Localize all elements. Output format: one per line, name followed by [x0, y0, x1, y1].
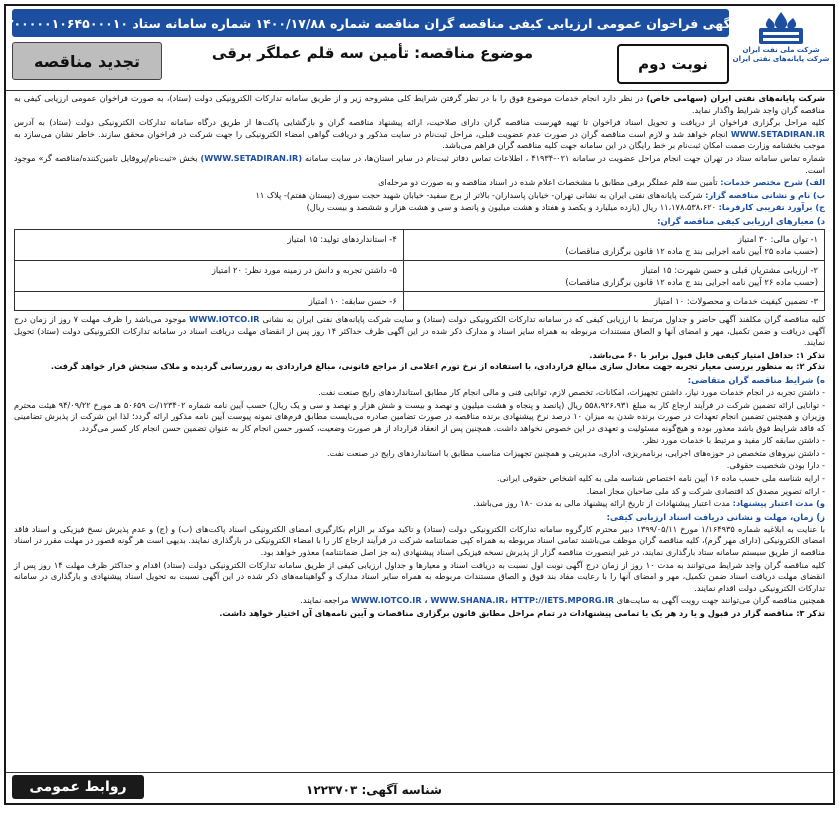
company-bold-name: شرکت پایانه‌های نفتی ایران (سهامی خاص) [646, 93, 825, 103]
company-name-primary: شرکت ملی نفت ایران [742, 46, 820, 54]
criteria-cell: ۴- استانداردهای تولید: ۱۵ امتیاز [15, 229, 404, 260]
condition-item: - داشتن سابقه کار مفید و مرتبط با خدمات مورد نظر. [642, 435, 825, 446]
note-3: تذکر ۳: مناقصه گزار در قبول و یا رد هر یک یا تمامی پیشنهادات در تمام مراحل مطابق قانون برگزاری مناقصات و آیین نامه‌های آن اختیار خواهد داشت. [219, 608, 825, 618]
round-badge: نوبت دوم [617, 44, 729, 84]
criteria-cell: ۲- ارزیابی مشتریان قبلی و حسن شهرت: ۱۵ امتیاز (حسب ماده ۲۶ آیین نامه اجرایی بند ج ماده ۱۲ قانون برگزاری مناقصات) [403, 260, 824, 291]
time-p3b-text: مراجعه نمایند. [300, 595, 349, 606]
ad-title: آگهی فراخوان عمومی ارزیابی کیفی مناقصه گران مناقصه شماره ۱۴۰۰/۱۷/۸۸ شماره سامانه ستاد ۲۰۰۰۰۰۱۰۶۴۵۰۰۰۱۰ [12, 9, 729, 37]
validity-label: و) مدت اعتبار پیشنهاد: [732, 498, 825, 509]
intro-p1-text: در نظر دارد انجام خدمات موضوع فوق را با در نظر گرفتن شرایط کلی مشروحه زیر و از طریق سامانه تدارکات الکترونیکی دولت (ستاد)، به صورت فراخوان عمومی ارزیابی کیفی به مناقصه گران واجد شرایط واگذار نماید. [14, 93, 825, 115]
note-1: تذکر ۱: حداقل امتیاز کیفی قابل قبول برابر با ۶۰ می‌باشد. [589, 349, 825, 360]
criteria-row [15, 291, 825, 310]
submission-text: کلیه مناقصه گران مکلفند آگهی حاضر و جداول مرتبط با ارزیابی کیفی که در سامانه تدارکات الکترونیکی دولت (ستاد) و سایت شرکت پایانه‌های نفتی ایران به نشانی [262, 313, 826, 324]
submission-text-2: موجود می‌باشد را ظرف مهلت ۷ روز از زمان درج آگهی دریافت و ضمن تکمیل، مهر و امضای آنها و الصاق مستندات مربوطه به همراه سایر اسناد و مدارک ذکر شده در این آگهی ظرف حداکثر ۱۴ روز پس از انقضای مهلت دریافت اسناد در سامانه تدارکات الکترونیکی دولت (ستاد) تحویل نمایند. [14, 313, 825, 348]
section-b-label: ب) نام و نشانی مناقصه گزار: [705, 189, 825, 200]
intro-paragraph-3 [14, 153, 825, 176]
intro-paragraph-1 [14, 93, 825, 116]
criteria-row [15, 229, 825, 260]
intro-p3-text: شماره تماس سامانه ستاد در تهران جهت انجام مراحل عضویت در سامانه ۰۲۱-۴۱۹۳۴ ، اطلاعات تماس دفاتر ثبت‌نام در سایر استان‌ها، در سایت سامانه [305, 152, 825, 163]
criteria-table [14, 229, 825, 311]
intro-p2b-text: انجام خواهد شد و لازم است مناقصه گران در صورت عدم عضویت قبلی، مراحل ثبت‌نام در سایت مذکور و دریافت گواهی امضاء الکترونیکی را جهت شرکت در فراخوان محقق سازند. خاطر نشان می‌سازد به موجب بخشنامه وزارت صمت امکان ثبت‌نام بر خط رایگان در این سامانه جهت کلیه مناقصه گران فراهم می‌باشد. [14, 128, 825, 151]
criteria-cell: ۳- تضمین کیفیت خدمات و محصولات: ۱۰ امتیاز [403, 291, 824, 310]
section-a-label: الف) شرح مختصر خدمات: [720, 177, 825, 188]
ad-id: شناسه آگهی: ۱۲۲۳۷۰۳ [306, 783, 442, 797]
condition-item: - ارائه تصویر مصدق کد اقتصادی شرکت و کد ملی صاحبان مجاز امضا. [586, 485, 825, 496]
ad-header [6, 6, 833, 91]
condition-item: - داشتن نیروهای متخصص در حوزه‌های اجرایی، برنامه‌ریزی، اداری، مدیریتی و همچنین تجهیزات مناسب مطابق با استانداردهای رایج در صنعت نفت. [327, 447, 825, 458]
flame-logo-icon [749, 10, 813, 46]
time-p3-text: همچنین مناقصه گران می‌توانند جهت رویت آگهی به سایت‌های [616, 595, 825, 606]
condition-item: - دارا بودن شخصیت حقوقی. [726, 460, 825, 471]
advertisement-page [4, 4, 835, 805]
section-c-text: ۱۱،۱۷۸،۵۳۸،۶۲۰ ریال (یازده میلیارد و یکصد و هفتاد و هشت میلیون و پانصد و سی و هشت هزار و ششصد و بیست ریال) [306, 202, 717, 213]
condition-item: - توانایی ارائه تضمین شرکت در فرآیند ارجاع کار به مبلغ ۵۵۸،۹۲۶،۹۳۱ ریال (پانصد و پنجاه و هشت میلیون و نهصد و بیست و شش هزار و نهصد و سی و یک ریال) حسب آیین نامه شماره ۱۲۳۴۰۲/ت ۵۰۶۵۹ هـ مورخ ۹۴/۰۹/۲۲ هیئت محترم وزیران و همچنین تضمین انجام تعهدات در صورت برنده شدن به میزان ۱۰ درصد نرخ پیشنهادی برنده مناقصه در صورت تضامین صادره می‌بایست مطابق فرم‌های نمونه پیوست آیین نامه مذکور ارائه گردد؛ لذا این شرکت از پذیرش تضامینی که فاقد شرایط فوق باشد معذور بوده و هیچ‌گونه مسئولیت و تعهدی در این خصوص نخواهد داشت. همچنین پس از انعقاد قرارداد از هر صورت وضعیت، کسور حسن انجام کار به عنوان تضمین حسن انجام کار کسر می‌گردد. [14, 399, 826, 433]
setadiran-link[interactable]: WWW.SETADIRAN.IR [730, 128, 825, 139]
condition-item: - ارایه شناسه ملی حسب ماده ۱۶ آیین نامه اختصاص شناسه ملی به کلیه اشخاص حقوقی ایرانی. [496, 473, 825, 484]
intro-p3b-text: بخش «ثبت‌نام/پروفایل تامین‌کننده/مناقصه گر» موجود است. [14, 152, 825, 175]
section-c-label: ج) برآورد تقریبی کارفرما: [718, 202, 825, 213]
ad-body [6, 91, 833, 620]
note-2: تذکر ۲: به منظور بررسی معیار تجربه جهت معادل سازی مبالغ قراردادی، با استفاده از نرخ تورم اعلامی از مراجع قانونی، مبالغ قراردادی به روزرسانی گردیده و ملاک سنجش قرار خواهد گرفت. [50, 361, 825, 372]
submission-paragraph [14, 314, 825, 349]
section-c [14, 202, 825, 214]
section-b [14, 190, 825, 202]
section-a-text: تأمین سه قلم عملگر برقی مطابق با مشخصات اعلام شده در اسناد مناقصه و به صورت دو مرحله‌ای [378, 177, 718, 188]
tender-subject: موضوع مناقصه: تأمین سه قلم عملگر برقی [211, 44, 533, 62]
section-d-label: د) معیارهای ارزیابی کیفی مناقصه گران: [657, 215, 825, 226]
criteria-row [15, 260, 825, 291]
ad-footer [6, 772, 833, 803]
validity-section [14, 498, 825, 510]
iotco-link[interactable]: WWW.IOTCO.IR [189, 313, 260, 324]
criteria-cell: ۱- توان مالی: ۳۰ امتیاز (حسب ماده ۲۵ آیین نامه اجرایی بند ج ماده ۱۲ قانون برگزاری مناقصات) [403, 229, 824, 260]
validity-text: مدت اعتبار پیشنهادات از تاریخ ارائه پیشنهاد مالی به مدت ۱۸۰ روز می‌باشد. [473, 498, 731, 509]
section-b-text: شرکت پایانه‌های نفتی ایران به نشانی تهران- خیابان پاسداران- بالاتر از برج سفید- خیابان شهید حجت سوری (نیستان هفتم)- پلاک ۱۱ [255, 189, 703, 200]
renewal-badge: تجدید مناقصه [12, 42, 162, 80]
criteria-cell: ۶- حسن سابقه: ۱۰ امتیاز [15, 291, 404, 310]
website-links[interactable]: WWW.IOTCO.IR ، WWW.SHANA.IR، HTTP://IETS.MPORG.IR [351, 595, 615, 606]
time-paragraph-1: با عنایت به ابلاغیه شماره ۱/۱۶۴۹۳۵ مورخ ۱۳۹۹/۰۵/۱۱ دبیر محترم کارگروه سامانه تدارکات الکترونیکی دولت (ستاد) و تاکید موکد بر الزام بکارگیری امضای الکترونیکی اسناد پاکت‌های (ب) و (ج) و عدم پذیرش نسخ فیزیکی و اسناد فاقد امضای الکترونیکی (دارای مهر گرم)، کلیه مناقصه گران موظف می‌باشند تمامی اسناد مربوطه به همراه کپی ضمانتنامه شرکت در فرآیند ارجاع کار را با امضاء الکترونیکی در بارگذاری نمایند. بدیهی است هر گونه قصور در مهلت مقرر در اسناد مناقصه از طریق سیستم سامانه ستاد بارگذاری نمایند، در غیر اینصورت مناقصه گزار از پذیرش نسخه فیزیکی اسناد پیشنهادی (به جز اصل ضمانتنامه) معذور خواهد بود. [14, 523, 825, 558]
public-relations-badge: روابط عمومی [12, 775, 144, 799]
setadiran-link-2[interactable]: (WWW.SETADIRAN.IR) [200, 152, 303, 163]
company-logo [732, 10, 830, 80]
conditions-label: ه) شرایط مناقصه گران متقاضی: [687, 374, 825, 385]
company-name-secondary: شرکت پایانه‌های نفتی ایران [732, 55, 830, 63]
section-a [14, 177, 825, 189]
time-paragraph-3 [14, 595, 825, 607]
condition-item: - داشتن تجربه در انجام خدمات مورد نیاز، داشتن تجهیزات، امکانات، تخصص لازم، توانایی فنی و مالی انجام کار مطابق استانداردهای رایج صنعت نفت. [318, 386, 825, 397]
intro-p2-text: کلیه مراحل برگزاری فراخوان از دریافت و تحویل اسناد فراخوان تا تهیه فهرست مناقصه گران دارای صلاحیت، ارائه پیشنهاد مناقصه گران و بازگشایی پاکت‌ها از طریق درگاه سامانه تدارکات الکترونیکی دولت (ستاد) به آدرس [14, 117, 825, 128]
intro-paragraph-2 [14, 117, 825, 152]
time-label: ز) زمان، مهلت و نشانی دریافت اسناد ارزیابی کیفی: [606, 511, 825, 522]
time-paragraph-2: کلیه مناقصه گران واجد شرایط می‌توانند به مدت ۱۰ روز از زمان درج آگهی نوبت اول نسبت به دریافت اسناد و معیارها و جداول ارزیابی کیفی از طریق سامانه تدارکات الکترونیکی دولت (ستاد) اقدام و حداکثر ظرف مهلت ۱۴ روز پس از انقضای مهلت دریافت اسناد ضمن تکمیل، مهر و امضای آنها را با رعایت مفاد بند فوق و الصاق مستندات مربوطه به همراه سایر اسناد مدارک و گواهینامه‌های ذکر شده در این آگهی نسبت به تحویل اسناد پیشنهادی و بارگذاری در سامانه تدارکات الکترونیکی دولت اقدام نمایند. [14, 559, 825, 593]
criteria-cell: ۵- داشتن تجربه و دانش در زمینه مورد نظر: ۲۰ امتیاز [15, 260, 404, 291]
